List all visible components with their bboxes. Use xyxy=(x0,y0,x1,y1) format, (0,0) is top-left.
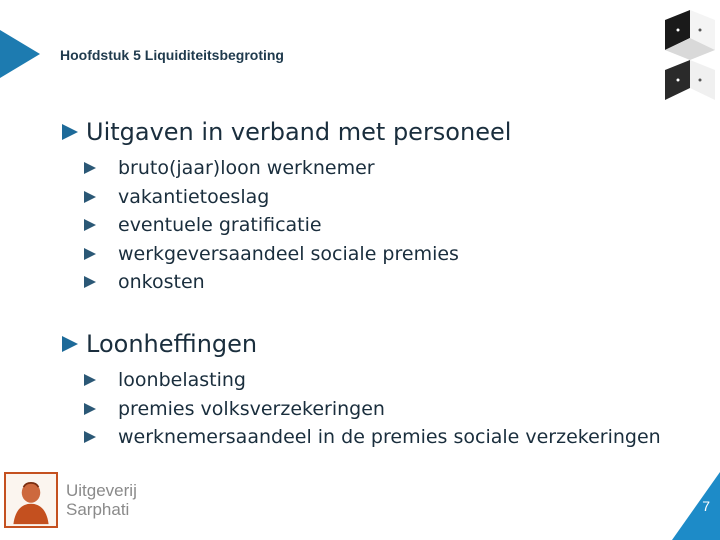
corner-accent-tab xyxy=(0,30,40,78)
list-item xyxy=(84,211,511,240)
list-item xyxy=(84,395,661,424)
list-item-text: vakantietoeslag xyxy=(118,185,270,208)
publisher-line-1: Uitgeverij xyxy=(66,481,137,500)
triangle-bullet-icon xyxy=(84,191,96,203)
list-item-text: loonbelasting xyxy=(118,369,246,392)
section-personeel xyxy=(62,118,511,297)
section-heading xyxy=(62,330,661,358)
triangle-bullet-icon xyxy=(84,248,96,260)
triangle-bullet-icon xyxy=(84,219,96,231)
list-item xyxy=(84,423,661,452)
triangle-bullet-icon xyxy=(62,124,78,140)
list-item-text: eventuele gratificatie xyxy=(118,214,322,237)
triangle-bullet-icon xyxy=(84,374,96,386)
section-heading xyxy=(62,118,511,146)
publisher-name xyxy=(66,481,137,519)
chapter-title: Hoofdstuk 5 Liquiditeitsbegroting xyxy=(60,47,284,63)
triangle-bullet-icon xyxy=(84,276,96,288)
section-heading-text: Uitgaven in verband met personeel xyxy=(86,118,512,146)
triangle-bullet-icon xyxy=(84,403,96,415)
publisher-logo xyxy=(4,472,137,528)
list-item xyxy=(84,154,511,183)
list-item-text: premies volksverzekeringen xyxy=(118,397,385,420)
list-item-text: onkosten xyxy=(118,271,205,294)
decorative-cube-icon xyxy=(660,8,720,108)
list-item-text: werkgeversaandeel sociale premies xyxy=(118,242,459,265)
list-item-text: werknemersaandeel in de premies sociale verzekeringen xyxy=(118,426,661,449)
list-item xyxy=(84,183,511,212)
page-number-tab xyxy=(672,472,720,540)
portrait-logo-icon xyxy=(4,472,58,528)
section-heading-text: Loonheffingen xyxy=(86,330,258,358)
triangle-bullet-icon xyxy=(62,336,78,352)
list-item xyxy=(84,268,511,297)
triangle-bullet-icon xyxy=(84,431,96,443)
publisher-line-2: Sarphati xyxy=(66,500,130,519)
bullet-list xyxy=(62,154,511,297)
page-number: 7 xyxy=(702,498,710,514)
section-loonheffingen xyxy=(62,330,661,452)
list-item-text: bruto(jaar)loon werknemer xyxy=(118,157,375,180)
triangle-bullet-icon xyxy=(84,162,96,174)
list-item xyxy=(84,366,661,395)
list-item xyxy=(84,240,511,269)
bullet-list xyxy=(62,366,661,452)
